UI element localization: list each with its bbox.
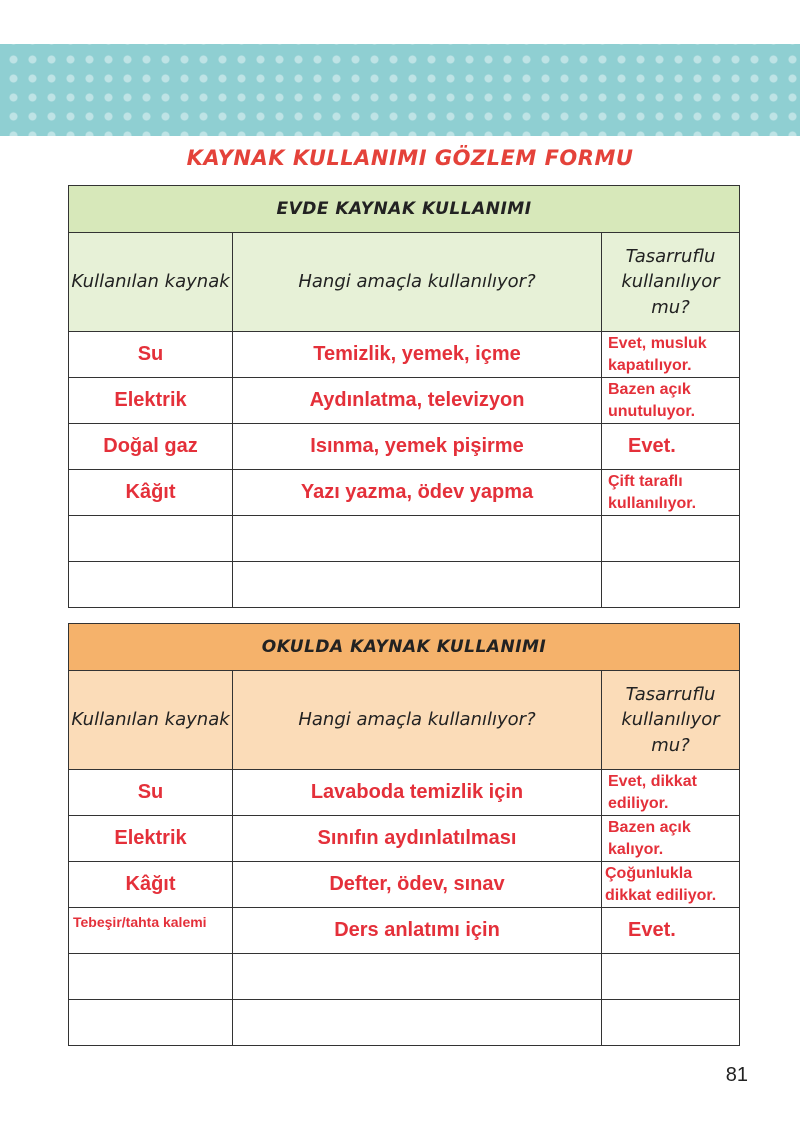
cell-source: Su bbox=[69, 770, 233, 816]
cell-purpose bbox=[233, 1000, 602, 1046]
cell-purpose: Yazı yazma, ödev yapma bbox=[233, 470, 602, 516]
school-resource-table bbox=[68, 623, 740, 1046]
cell-source bbox=[69, 1000, 233, 1046]
column-header-purpose: Hangi amaçla kullanılıyor? bbox=[233, 671, 602, 770]
table-row-empty bbox=[69, 516, 740, 562]
cell-source bbox=[69, 562, 233, 608]
table-row bbox=[69, 424, 740, 470]
table-row-empty bbox=[69, 1000, 740, 1046]
column-header-saving: Tasarruflu kullanılıyor mu? bbox=[602, 671, 740, 770]
cell-source: Elektrik bbox=[69, 378, 233, 424]
cell-saving: Evet. bbox=[602, 908, 740, 954]
cell-purpose bbox=[233, 562, 602, 608]
cell-source: Doğal gaz bbox=[69, 424, 233, 470]
cell-purpose: Isınma, yemek pişirme bbox=[233, 424, 602, 470]
cell-purpose: Lavaboda temizlik için bbox=[233, 770, 602, 816]
table-row-empty bbox=[69, 954, 740, 1000]
table-row bbox=[69, 378, 740, 424]
table-row bbox=[69, 470, 740, 516]
cell-purpose: Aydınlatma, televizyon bbox=[233, 378, 602, 424]
cell-saving bbox=[602, 516, 740, 562]
cell-saving: Çift taraflı kullanılıyor. bbox=[602, 470, 740, 516]
cell-purpose: Sınıfın aydınlatılması bbox=[233, 816, 602, 862]
cell-source: Kâğıt bbox=[69, 862, 233, 908]
cell-purpose: Ders anlatımı için bbox=[233, 908, 602, 954]
column-header-purpose: Hangi amaçla kullanılıyor? bbox=[233, 233, 602, 332]
column-header-source: Kullanılan kaynak bbox=[69, 233, 233, 332]
cell-source: Elektrik bbox=[69, 816, 233, 862]
cell-source: Kâğıt bbox=[69, 470, 233, 516]
cell-saving bbox=[602, 954, 740, 1000]
cell-source bbox=[69, 516, 233, 562]
cell-source bbox=[69, 954, 233, 1000]
section-title-school: OKULDA KAYNAK KULLANIMI bbox=[69, 624, 740, 671]
table-row bbox=[69, 862, 740, 908]
page-number: 81 bbox=[725, 1064, 748, 1086]
cell-saving bbox=[602, 562, 740, 608]
column-header-source: Kullanılan kaynak bbox=[69, 671, 233, 770]
cell-source: Tebeşir/tahta kalemi bbox=[69, 908, 233, 954]
cell-saving: Evet. bbox=[602, 424, 740, 470]
column-header-saving: Tasarruflu kullanılıyor mu? bbox=[602, 233, 740, 332]
decorative-banner bbox=[0, 44, 800, 136]
table-row bbox=[69, 770, 740, 816]
page-title: KAYNAK KULLANIMI GÖZLEM FORMU bbox=[186, 146, 634, 170]
cell-purpose: Temizlik, yemek, içme bbox=[233, 332, 602, 378]
cell-saving: Çoğunlukla dikkat ediliyor. bbox=[602, 862, 740, 908]
home-resource-table bbox=[68, 185, 740, 608]
table-row bbox=[69, 816, 740, 862]
cell-saving: Evet, musluk kapatılıyor. bbox=[602, 332, 740, 378]
cell-saving: Bazen açık unutuluyor. bbox=[602, 378, 740, 424]
cell-purpose bbox=[233, 954, 602, 1000]
cell-saving: Evet, dikkat ediliyor. bbox=[602, 770, 740, 816]
table-row bbox=[69, 908, 740, 954]
section-title-home: EVDE KAYNAK KULLANIMI bbox=[69, 186, 740, 233]
cell-source: Su bbox=[69, 332, 233, 378]
cell-purpose bbox=[233, 516, 602, 562]
cell-saving bbox=[602, 1000, 740, 1046]
table-row-empty bbox=[69, 562, 740, 608]
cell-purpose: Defter, ödev, sınav bbox=[233, 862, 602, 908]
table-row bbox=[69, 332, 740, 378]
cell-saving: Bazen açık kalıyor. bbox=[602, 816, 740, 862]
